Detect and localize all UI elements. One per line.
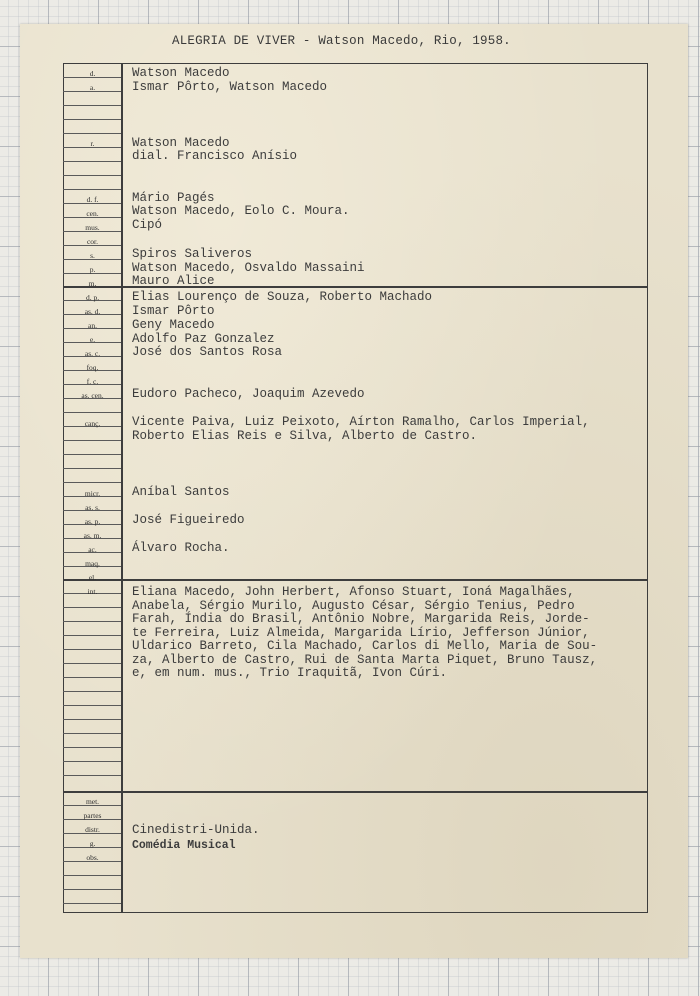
value-photography: Mário Pagés [132, 191, 215, 205]
label-row-line [63, 649, 121, 650]
label-row-line [63, 454, 121, 455]
value-camera: Adolfo Paz Gonzalez [132, 332, 275, 346]
label-cast: int. [87, 587, 98, 596]
label-parts: partes [83, 811, 102, 820]
label-screenplay: r. [90, 139, 95, 148]
value-producer: Watson Macedo, Osvaldo Massaini [132, 261, 365, 275]
label-producer: p. [89, 265, 96, 274]
value-scenography: Watson Macedo, Eolo C. Moura. [132, 204, 350, 218]
label-editing: m. [88, 279, 97, 288]
value-director: Watson Macedo [132, 66, 230, 80]
label-row-line [63, 175, 121, 176]
value-argument: Ismar Pôrto, Watson Macedo [132, 80, 328, 94]
value-microphone: Aníbal Santos [132, 485, 230, 499]
value-songs-line-1: Vicente Paiva, Luiz Peixoto, Aírton Ramalho, Carlos Imperial, [132, 415, 590, 429]
value-annotation: Geny Macedo [132, 318, 215, 332]
value-production-director: Elias Lourenço de Souza, Roberto Machado [132, 290, 433, 304]
label-still-photo: f. c. [86, 377, 99, 386]
label-row-line [63, 761, 121, 762]
section-divider-2 [63, 579, 648, 581]
label-color: cor. [86, 237, 99, 246]
label-row-line [63, 635, 121, 636]
value-dialogue: dial. Francisco Anísio [132, 149, 298, 163]
label-assistant-camera: as. c. [84, 349, 101, 358]
label-row-line [63, 677, 121, 678]
label-genre: g. [89, 839, 96, 848]
label-props: ac. [88, 545, 97, 554]
label-observations: obs. [86, 853, 99, 862]
value-screenplay: Watson Macedo [132, 136, 230, 150]
label-microphone: micr. [84, 489, 101, 498]
value-assistant-producer: José Figueiredo [132, 513, 245, 527]
label-photography: d. f. [86, 195, 99, 204]
label-row-line [63, 607, 121, 608]
label-assistant-producer: as. p. [84, 517, 101, 526]
label-makeup: maq. [85, 559, 100, 568]
label-sound: s. [90, 251, 95, 260]
label-argument: a. [89, 83, 96, 92]
value-assistant-camera: José dos Santos Rosa [132, 345, 283, 359]
value-props: Álvaro Rocha. [132, 541, 230, 555]
label-row-line [63, 705, 121, 706]
label-row-line [63, 105, 121, 106]
label-row-line [63, 775, 121, 776]
label-row-line [63, 875, 121, 876]
label-assistant-scenography: as. cen. [81, 391, 104, 400]
label-focus: foq. [86, 363, 99, 372]
label-music: mus. [85, 223, 100, 232]
value-distributor: Cinedistri-Unida. [132, 823, 260, 837]
label-row-line [63, 733, 121, 734]
label-row-line [63, 412, 121, 413]
label-annotation: an. [88, 321, 97, 330]
value-cast: Eliana Macedo, John Herbert, Afonso Stuart, Ioná Magalhães, Anabela, Sérgio Murilo, Augusto César, Sérgio Tenius, Pedro Farah, Índia do Brasil, Antônio Nobre, Margarida Reis, Jorde- te Ferreira, Luiz Almeida, Margarida Lírio, Jefferson Júnior, Uldarico Barreto, Cila Machado, Carlos di Mello, Maria de Sou- za, Alberto de Castro, Rui de Santa Marta Piquet, Bruno Tausz, e, em num. mus., Trio Iraquitã, Ivon Cúri. [132, 585, 598, 680]
label-assistant-sound: as. s. [85, 503, 100, 512]
label-row-line [63, 468, 121, 469]
label-column-divider [121, 63, 123, 913]
label-row-line [63, 903, 121, 904]
label-director: d. [89, 69, 96, 78]
label-distributor: distr. [85, 825, 100, 834]
label-row-line [63, 719, 121, 720]
label-row-line [63, 663, 121, 664]
label-production-director: d. p. [85, 293, 100, 302]
label-row-line [63, 133, 121, 134]
value-assistant-scenography: Eudoro Pacheco, Joaquim Azevedo [132, 387, 365, 401]
label-scenography: cen. [86, 209, 99, 218]
value-music: Cipó [132, 218, 163, 232]
label-row-line [63, 440, 121, 441]
value-assistant-director: Ismar Pôrto [132, 304, 215, 318]
label-row-line [63, 747, 121, 748]
section-divider-3 [63, 791, 648, 793]
label-footage: met. [85, 797, 100, 806]
card-title: ALEGRIA DE VIVER - Watson Macedo, Rio, 1958. [172, 34, 511, 48]
label-assistant-editing: as. m. [83, 531, 102, 540]
label-row-line [63, 691, 121, 692]
label-row-line [63, 889, 121, 890]
label-camera: e. [89, 335, 96, 344]
label-row-line [63, 482, 121, 483]
label-electrician: el. [88, 573, 97, 582]
value-genre: Comédia Musical [132, 839, 236, 852]
label-row-line [63, 189, 121, 190]
label-assistant-director: as. d. [84, 307, 101, 316]
label-row-line [63, 119, 121, 120]
value-songs-line-2: Roberto Elias Reis e Silva, Alberto de Castro. [132, 429, 478, 443]
label-row-line [63, 621, 121, 622]
value-sound: Spiros Saliveros [132, 247, 253, 261]
label-row-line [63, 161, 121, 162]
value-editing: Mauro Alice [132, 274, 215, 288]
label-songs: canç. [84, 419, 101, 428]
